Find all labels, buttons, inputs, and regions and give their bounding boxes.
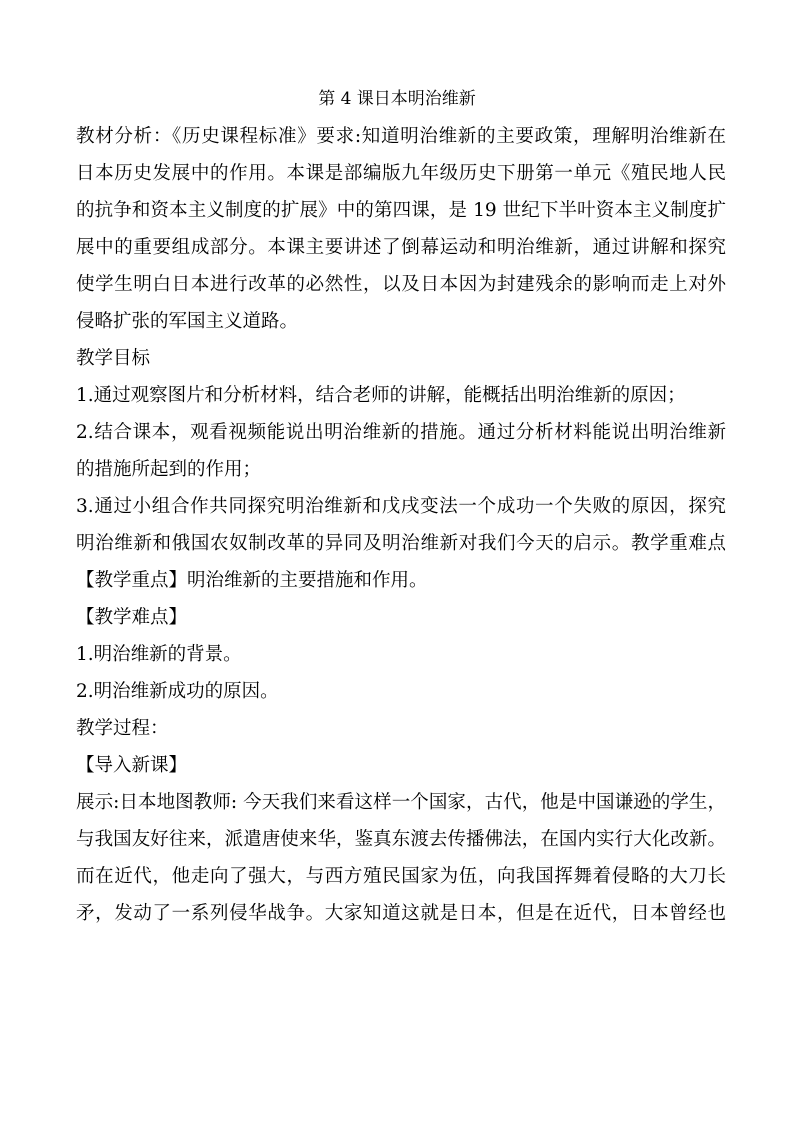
list-item: 2.结合课本，观看视频能说出明治维新的措施。通过分析材料能说出明治维新	[76, 422, 726, 443]
list-item: 1.明治维新的背景。	[76, 644, 242, 665]
paragraph-line: 使学生明白日本进行改革的必然性，以及日本因为封建残余的影响而走上对外	[76, 274, 726, 295]
list-item: 1.通过观察图片和分析材料，结合老师的讲解，能概括出明治维新的原因；	[76, 385, 686, 406]
paragraph-line: 展示:日本地图教师: 今天我们来看这样一个国家，古代，他是中国谦逊的学生，	[76, 792, 726, 813]
section-heading: 教学目标	[76, 348, 151, 369]
paragraph-line: 日本历史发展中的作用。本课是部编版九年级历史下册第一单元《殖民地人民	[76, 163, 726, 184]
paragraph-line: 矛，发动了一系列侵华战争。大家知道这就是日本，但是在近代，日本曾经也	[76, 903, 726, 924]
section-heading: 教学过程：	[76, 718, 169, 739]
key-point-line: 【教学重点】明治维新的主要措施和作用。	[76, 570, 428, 591]
paragraph-line: 侵略扩张的军国主义道路。	[76, 311, 299, 332]
paragraph-line: 展中的重要组成部分。本课主要讲述了倒幕运动和明治维新，通过讲解和探究	[76, 237, 726, 258]
list-item: 2.明治维新成功的原因。	[76, 681, 279, 702]
list-item: 3.通过小组合作共同探究明治维新和戊戌变法一个成功一个失败的原因，探究	[76, 496, 726, 517]
paragraph-line: 而在近代，他走向了强大，与西方殖民国家为伍，向我国挥舞着侵略的大刀长	[76, 866, 726, 887]
list-item-continuation: 明治维新和俄国农奴制改革的异同及明治维新对我们今天的启示。教学重难点	[76, 533, 726, 554]
section-heading: 【教学难点】	[76, 607, 188, 628]
paragraph-line: 与我国友好往来，派遣唐使来华，鉴真东渡去传播佛法，在国内实行大化改新。	[76, 829, 726, 850]
list-item-continuation: 的措施所起到的作用；	[76, 459, 262, 480]
document-title: 第 4 课日本明治维新	[318, 89, 476, 109]
document-body	[76, 118, 726, 932]
section-heading: 【导入新课】	[76, 755, 188, 776]
paragraph-line: 的抗争和资本主义制度的扩展》中的第四课，是 19 世纪下半叶资本主义制度扩	[76, 200, 726, 221]
paragraph-line: 教材分析：《历史课程标准》要求:知道明治维新的主要政策，理解明治维新在	[76, 126, 726, 147]
